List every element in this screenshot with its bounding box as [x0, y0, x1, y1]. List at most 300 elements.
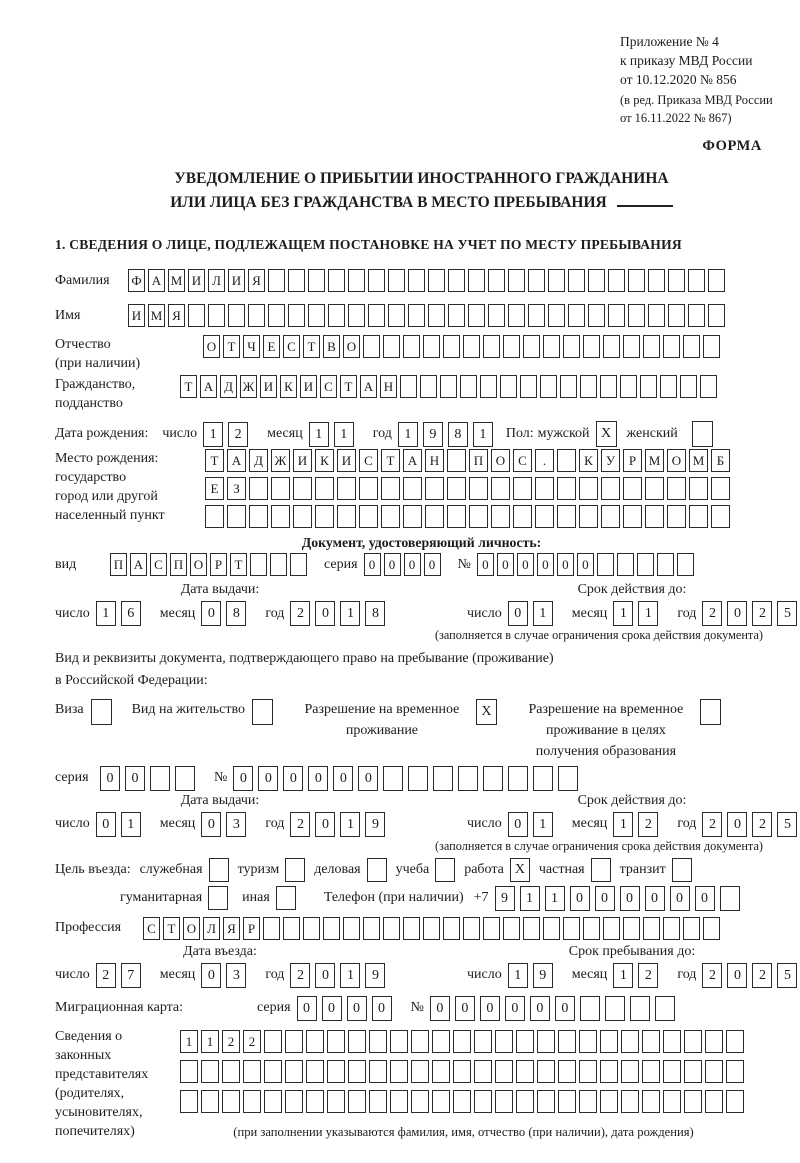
char-cell[interactable]: 0 [315, 963, 335, 988]
char-cell[interactable] [667, 505, 686, 528]
char-cell[interactable] [537, 1090, 555, 1113]
char-cell[interactable]: И [293, 449, 312, 472]
char-cell[interactable] [480, 375, 497, 398]
char-cell[interactable] [337, 505, 356, 528]
char-cell[interactable] [463, 335, 480, 358]
char-cell[interactable] [688, 304, 705, 327]
purpose-transit-checkbox[interactable] [672, 858, 692, 882]
char-cell[interactable] [264, 1030, 282, 1053]
char-cell[interactable]: Я [168, 304, 185, 327]
char-cell[interactable]: Я [223, 917, 240, 940]
char-cell[interactable]: И [228, 269, 245, 292]
char-cell[interactable] [474, 1060, 492, 1083]
char-cell[interactable] [381, 505, 400, 528]
char-cell[interactable]: М [168, 269, 185, 292]
char-cell[interactable]: Р [623, 449, 642, 472]
char-cell[interactable] [568, 269, 585, 292]
char-cell[interactable] [315, 477, 334, 500]
char-cell[interactable] [428, 269, 445, 292]
char-cell[interactable]: Ж [271, 449, 290, 472]
char-cell[interactable] [557, 505, 576, 528]
char-cell[interactable] [388, 304, 405, 327]
char-cell[interactable] [420, 375, 437, 398]
char-cell[interactable]: 9 [495, 886, 515, 911]
char-cell[interactable] [383, 917, 400, 940]
char-cell[interactable]: Ч [243, 335, 260, 358]
char-cell[interactable] [474, 1030, 492, 1053]
char-cell[interactable]: 0 [125, 766, 145, 791]
char-cell[interactable] [535, 477, 554, 500]
char-cell[interactable]: 1 [203, 422, 223, 447]
char-cell[interactable]: А [360, 375, 377, 398]
char-cell[interactable]: 8 [448, 422, 468, 447]
char-cell[interactable]: О [183, 917, 200, 940]
char-cell[interactable] [620, 375, 637, 398]
char-cell[interactable] [579, 1090, 597, 1113]
char-cell[interactable]: С [143, 917, 160, 940]
char-cell[interactable] [201, 1060, 219, 1083]
char-cell[interactable]: Е [263, 335, 280, 358]
char-cell[interactable] [605, 996, 625, 1021]
residence-permit-checkbox[interactable] [252, 699, 273, 725]
char-cell[interactable] [268, 269, 285, 292]
char-cell[interactable] [468, 304, 485, 327]
char-cell[interactable]: Р [243, 917, 260, 940]
char-cell[interactable] [243, 1060, 261, 1083]
char-cell[interactable] [600, 375, 617, 398]
char-cell[interactable] [369, 1090, 387, 1113]
char-cell[interactable]: 8 [226, 601, 246, 626]
char-cell[interactable]: Р [210, 553, 227, 576]
char-cell[interactable] [443, 917, 460, 940]
char-cell[interactable] [726, 1090, 744, 1113]
char-cell[interactable] [720, 886, 740, 911]
char-cell[interactable]: И [260, 375, 277, 398]
char-cell[interactable]: 0 [297, 996, 317, 1021]
char-cell[interactable]: 2 [638, 963, 658, 988]
char-cell[interactable] [348, 1060, 366, 1083]
char-cell[interactable]: М [148, 304, 165, 327]
char-cell[interactable] [645, 505, 664, 528]
char-cell[interactable] [293, 477, 312, 500]
char-cell[interactable]: 0 [670, 886, 690, 911]
char-cell[interactable] [513, 505, 532, 528]
char-cell[interactable] [433, 766, 453, 791]
char-cell[interactable] [468, 269, 485, 292]
purpose-study-checkbox[interactable] [435, 858, 455, 882]
char-cell[interactable] [642, 1090, 660, 1113]
char-cell[interactable]: 0 [201, 601, 221, 626]
char-cell[interactable] [663, 335, 680, 358]
char-cell[interactable]: 7 [121, 963, 141, 988]
char-cell[interactable]: 3 [226, 812, 246, 837]
char-cell[interactable] [222, 1060, 240, 1083]
char-cell[interactable]: 9 [365, 963, 385, 988]
char-cell[interactable]: 1 [121, 812, 141, 837]
char-cell[interactable]: 2 [638, 812, 658, 837]
visa-checkbox[interactable] [91, 699, 112, 725]
char-cell[interactable]: 1 [96, 601, 116, 626]
char-cell[interactable]: 1 [340, 812, 360, 837]
char-cell[interactable]: 0 [315, 812, 335, 837]
char-cell[interactable]: 0 [384, 553, 401, 576]
char-cell[interactable] [684, 1030, 702, 1053]
char-cell[interactable] [453, 1090, 471, 1113]
char-cell[interactable] [432, 1030, 450, 1053]
char-cell[interactable] [667, 477, 686, 500]
char-cell[interactable]: Т [163, 917, 180, 940]
char-cell[interactable] [483, 335, 500, 358]
char-cell[interactable] [180, 1060, 198, 1083]
char-cell[interactable]: С [320, 375, 337, 398]
char-cell[interactable] [689, 505, 708, 528]
char-cell[interactable]: 1 [180, 1030, 198, 1053]
char-cell[interactable]: К [579, 449, 598, 472]
char-cell[interactable] [383, 766, 403, 791]
char-cell[interactable]: 2 [222, 1030, 240, 1053]
char-cell[interactable] [425, 505, 444, 528]
char-cell[interactable]: М [645, 449, 664, 472]
char-cell[interactable]: О [190, 553, 207, 576]
char-cell[interactable]: 8 [365, 601, 385, 626]
char-cell[interactable]: 1 [638, 601, 658, 626]
char-cell[interactable] [264, 1060, 282, 1083]
char-cell[interactable]: 0 [258, 766, 278, 791]
char-cell[interactable] [447, 449, 466, 472]
char-cell[interactable]: З [227, 477, 246, 500]
char-cell[interactable] [648, 304, 665, 327]
char-cell[interactable] [608, 269, 625, 292]
char-cell[interactable]: 2 [96, 963, 116, 988]
char-cell[interactable] [205, 505, 224, 528]
char-cell[interactable] [630, 996, 650, 1021]
purpose-humanitarian-checkbox[interactable] [208, 886, 228, 910]
char-cell[interactable]: 5 [777, 601, 797, 626]
char-cell[interactable]: 2 [290, 812, 310, 837]
char-cell[interactable] [390, 1090, 408, 1113]
char-cell[interactable] [175, 766, 195, 791]
char-cell[interactable]: 2 [228, 422, 248, 447]
char-cell[interactable]: 0 [477, 553, 494, 576]
char-cell[interactable] [708, 304, 725, 327]
purpose-private-checkbox[interactable] [591, 858, 611, 882]
char-cell[interactable] [677, 553, 694, 576]
char-cell[interactable] [703, 917, 720, 940]
char-cell[interactable] [368, 304, 385, 327]
char-cell[interactable] [483, 766, 503, 791]
char-cell[interactable]: 1 [545, 886, 565, 911]
char-cell[interactable] [663, 1060, 681, 1083]
char-cell[interactable] [563, 335, 580, 358]
char-cell[interactable] [180, 1090, 198, 1113]
char-cell[interactable] [443, 335, 460, 358]
char-cell[interactable] [600, 1060, 618, 1083]
char-cell[interactable]: С [359, 449, 378, 472]
char-cell[interactable]: 0 [347, 996, 367, 1021]
char-cell[interactable] [608, 304, 625, 327]
char-cell[interactable] [563, 917, 580, 940]
char-cell[interactable] [642, 1030, 660, 1053]
char-cell[interactable] [447, 505, 466, 528]
char-cell[interactable] [423, 335, 440, 358]
char-cell[interactable]: Л [203, 917, 220, 940]
char-cell[interactable] [453, 1060, 471, 1083]
char-cell[interactable] [288, 304, 305, 327]
char-cell[interactable] [306, 1090, 324, 1113]
char-cell[interactable] [440, 375, 457, 398]
char-cell[interactable] [447, 477, 466, 500]
char-cell[interactable] [683, 335, 700, 358]
char-cell[interactable]: 9 [533, 963, 553, 988]
char-cell[interactable] [540, 375, 557, 398]
char-cell[interactable]: 0 [322, 996, 342, 1021]
char-cell[interactable] [684, 1090, 702, 1113]
char-cell[interactable] [453, 1030, 471, 1053]
char-cell[interactable]: А [227, 449, 246, 472]
char-cell[interactable] [680, 375, 697, 398]
char-cell[interactable]: . [535, 449, 554, 472]
char-cell[interactable] [621, 1030, 639, 1053]
char-cell[interactable] [323, 917, 340, 940]
char-cell[interactable] [285, 1090, 303, 1113]
char-cell[interactable]: Д [220, 375, 237, 398]
char-cell[interactable]: Д [249, 449, 268, 472]
char-cell[interactable]: С [513, 449, 532, 472]
char-cell[interactable] [308, 304, 325, 327]
char-cell[interactable]: 0 [508, 601, 528, 626]
char-cell[interactable] [535, 505, 554, 528]
char-cell[interactable]: К [280, 375, 297, 398]
char-cell[interactable] [306, 1060, 324, 1083]
char-cell[interactable] [348, 1090, 366, 1113]
char-cell[interactable]: О [491, 449, 510, 472]
char-cell[interactable]: 0 [595, 886, 615, 911]
char-cell[interactable] [423, 917, 440, 940]
char-cell[interactable]: 1 [508, 963, 528, 988]
char-cell[interactable]: Т [381, 449, 400, 472]
char-cell[interactable] [271, 477, 290, 500]
char-cell[interactable] [705, 1060, 723, 1083]
char-cell[interactable] [359, 477, 378, 500]
char-cell[interactable]: 0 [96, 812, 116, 837]
char-cell[interactable]: 0 [537, 553, 554, 576]
char-cell[interactable] [227, 505, 246, 528]
char-cell[interactable] [663, 917, 680, 940]
purpose-official-checkbox[interactable] [209, 858, 229, 882]
char-cell[interactable] [403, 335, 420, 358]
char-cell[interactable] [408, 269, 425, 292]
char-cell[interactable] [290, 553, 307, 576]
char-cell[interactable] [285, 1030, 303, 1053]
char-cell[interactable] [383, 335, 400, 358]
char-cell[interactable] [303, 917, 320, 940]
char-cell[interactable]: Ж [240, 375, 257, 398]
char-cell[interactable] [495, 1060, 513, 1083]
char-cell[interactable] [684, 1060, 702, 1083]
char-cell[interactable] [668, 304, 685, 327]
char-cell[interactable] [428, 304, 445, 327]
char-cell[interactable] [657, 553, 674, 576]
char-cell[interactable] [411, 1030, 429, 1053]
char-cell[interactable] [528, 304, 545, 327]
char-cell[interactable] [264, 1090, 282, 1113]
char-cell[interactable]: 0 [695, 886, 715, 911]
char-cell[interactable]: О [203, 335, 220, 358]
char-cell[interactable] [495, 1090, 513, 1113]
char-cell[interactable]: 0 [283, 766, 303, 791]
char-cell[interactable] [543, 335, 560, 358]
char-cell[interactable]: 0 [530, 996, 550, 1021]
char-cell[interactable] [500, 375, 517, 398]
char-cell[interactable] [568, 304, 585, 327]
char-cell[interactable] [368, 269, 385, 292]
char-cell[interactable]: 1 [520, 886, 540, 911]
char-cell[interactable] [363, 917, 380, 940]
char-cell[interactable] [637, 553, 654, 576]
char-cell[interactable]: А [403, 449, 422, 472]
char-cell[interactable] [560, 375, 577, 398]
char-cell[interactable] [528, 269, 545, 292]
char-cell[interactable]: 0 [727, 601, 747, 626]
char-cell[interactable] [315, 505, 334, 528]
char-cell[interactable] [222, 1090, 240, 1113]
char-cell[interactable]: А [200, 375, 217, 398]
char-cell[interactable]: 0 [201, 963, 221, 988]
char-cell[interactable] [308, 269, 325, 292]
char-cell[interactable] [588, 304, 605, 327]
char-cell[interactable] [408, 766, 428, 791]
char-cell[interactable]: П [469, 449, 488, 472]
char-cell[interactable]: П [110, 553, 127, 576]
char-cell[interactable]: Т [340, 375, 357, 398]
char-cell[interactable] [411, 1060, 429, 1083]
char-cell[interactable] [328, 304, 345, 327]
char-cell[interactable] [448, 269, 465, 292]
char-cell[interactable] [557, 449, 576, 472]
char-cell[interactable] [642, 1060, 660, 1083]
char-cell[interactable] [271, 505, 290, 528]
char-cell[interactable] [600, 1090, 618, 1113]
char-cell[interactable] [600, 1030, 618, 1053]
char-cell[interactable]: 0 [100, 766, 120, 791]
char-cell[interactable] [460, 375, 477, 398]
char-cell[interactable] [688, 269, 705, 292]
char-cell[interactable] [516, 1060, 534, 1083]
char-cell[interactable]: 0 [727, 963, 747, 988]
char-cell[interactable] [403, 477, 422, 500]
char-cell[interactable]: 0 [201, 812, 221, 837]
char-cell[interactable]: М [689, 449, 708, 472]
char-cell[interactable] [648, 269, 665, 292]
char-cell[interactable] [623, 917, 640, 940]
char-cell[interactable] [201, 1090, 219, 1113]
char-cell[interactable]: 9 [423, 422, 443, 447]
char-cell[interactable] [621, 1090, 639, 1113]
char-cell[interactable]: 1 [533, 812, 553, 837]
char-cell[interactable]: Я [248, 269, 265, 292]
char-cell[interactable]: 0 [372, 996, 392, 1021]
char-cell[interactable] [488, 269, 505, 292]
char-cell[interactable] [348, 304, 365, 327]
char-cell[interactable] [617, 553, 634, 576]
char-cell[interactable] [711, 477, 730, 500]
char-cell[interactable]: 0 [727, 812, 747, 837]
char-cell[interactable] [705, 1090, 723, 1113]
char-cell[interactable] [283, 917, 300, 940]
char-cell[interactable]: Т [180, 375, 197, 398]
char-cell[interactable] [579, 1030, 597, 1053]
char-cell[interactable] [249, 505, 268, 528]
char-cell[interactable]: 0 [497, 553, 514, 576]
temp-residence-edu-checkbox[interactable] [700, 699, 721, 725]
char-cell[interactable] [363, 335, 380, 358]
char-cell[interactable]: 2 [752, 812, 772, 837]
char-cell[interactable] [579, 1060, 597, 1083]
char-cell[interactable] [390, 1060, 408, 1083]
char-cell[interactable] [543, 917, 560, 940]
char-cell[interactable]: 0 [430, 996, 450, 1021]
char-cell[interactable] [583, 335, 600, 358]
char-cell[interactable] [668, 269, 685, 292]
char-cell[interactable] [208, 304, 225, 327]
char-cell[interactable]: 2 [702, 812, 722, 837]
char-cell[interactable] [703, 335, 720, 358]
char-cell[interactable] [516, 1030, 534, 1053]
char-cell[interactable]: 1 [533, 601, 553, 626]
char-cell[interactable] [640, 375, 657, 398]
char-cell[interactable]: С [283, 335, 300, 358]
char-cell[interactable]: 6 [121, 601, 141, 626]
char-cell[interactable] [327, 1060, 345, 1083]
char-cell[interactable]: Н [425, 449, 444, 472]
purpose-other-checkbox[interactable] [276, 886, 296, 910]
char-cell[interactable]: 2 [702, 963, 722, 988]
char-cell[interactable] [243, 1090, 261, 1113]
char-cell[interactable] [150, 766, 170, 791]
char-cell[interactable] [558, 766, 578, 791]
char-cell[interactable] [603, 335, 620, 358]
char-cell[interactable] [250, 553, 267, 576]
char-cell[interactable]: У [601, 449, 620, 472]
char-cell[interactable] [508, 304, 525, 327]
char-cell[interactable] [469, 505, 488, 528]
char-cell[interactable] [327, 1090, 345, 1113]
char-cell[interactable] [348, 269, 365, 292]
char-cell[interactable]: 1 [398, 422, 418, 447]
char-cell[interactable] [469, 477, 488, 500]
char-cell[interactable] [726, 1060, 744, 1083]
char-cell[interactable]: 0 [233, 766, 253, 791]
char-cell[interactable]: Ф [128, 269, 145, 292]
char-cell[interactable] [268, 304, 285, 327]
char-cell[interactable]: 2 [702, 601, 722, 626]
char-cell[interactable]: О [667, 449, 686, 472]
char-cell[interactable] [270, 553, 287, 576]
char-cell[interactable]: 2 [752, 963, 772, 988]
char-cell[interactable]: В [323, 335, 340, 358]
char-cell[interactable] [328, 269, 345, 292]
char-cell[interactable] [388, 269, 405, 292]
char-cell[interactable] [628, 304, 645, 327]
char-cell[interactable] [580, 375, 597, 398]
char-cell[interactable] [508, 269, 525, 292]
char-cell[interactable] [503, 335, 520, 358]
char-cell[interactable]: 0 [364, 553, 381, 576]
char-cell[interactable]: 0 [404, 553, 421, 576]
char-cell[interactable]: Т [230, 553, 247, 576]
char-cell[interactable]: Т [223, 335, 240, 358]
char-cell[interactable]: Б [711, 449, 730, 472]
